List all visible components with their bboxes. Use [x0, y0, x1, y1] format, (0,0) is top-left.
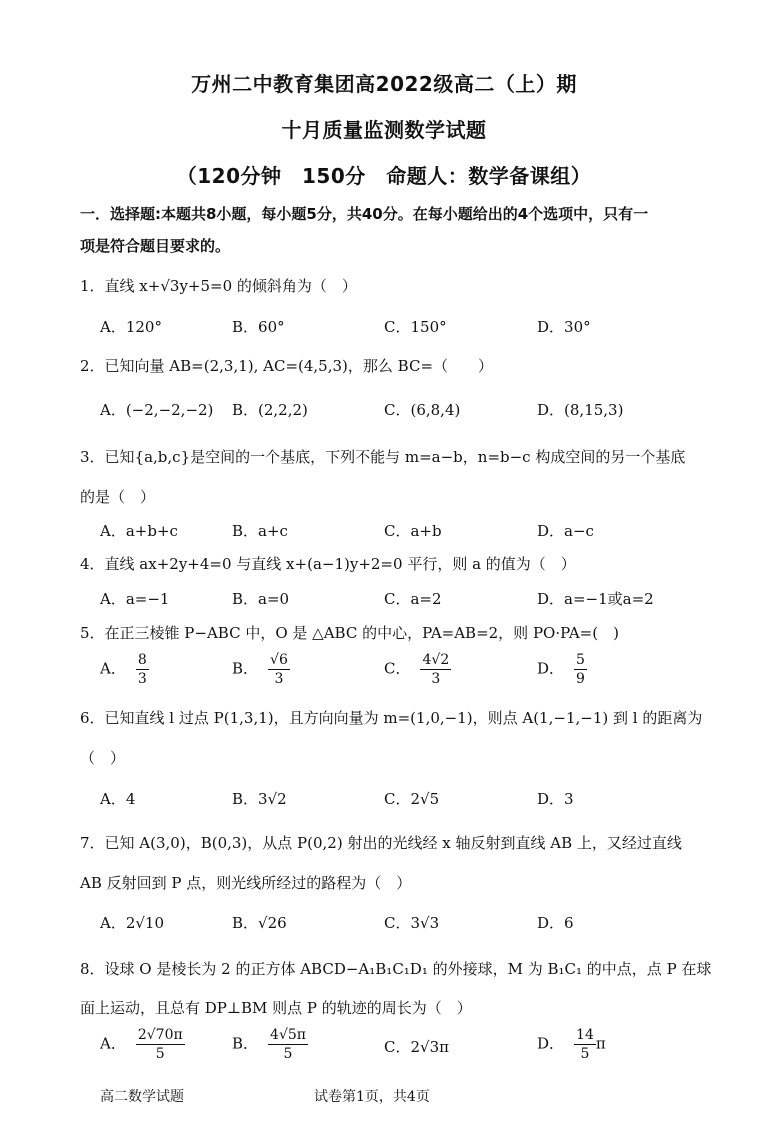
- numerator: √6: [270, 652, 288, 668]
- question-8-options: [100, 1026, 660, 1066]
- option-a: A．a=−1: [100, 590, 170, 608]
- option-c: [384, 651, 451, 688]
- option-d: D．(8,15,3): [537, 401, 624, 419]
- option-c: C．3√3: [384, 914, 440, 932]
- option-c: C．(6,8,4): [384, 401, 461, 419]
- question-3-text-line1: 3．已知{a,b,c}是空间的一个基底，下列不能与 m=a−b，n=b−c 构成空间的另一个基底: [80, 448, 686, 466]
- option-d-fraction: [574, 651, 587, 688]
- option-b: B．3√2: [232, 790, 287, 808]
- option-d-label: D．: [537, 659, 565, 678]
- option-a: A．2√10: [100, 914, 165, 932]
- pi-suffix: π: [595, 1034, 606, 1053]
- exam-title-line3: （120分钟 150分 命题人：数学备课组）: [176, 164, 592, 188]
- denominator: 9: [576, 671, 585, 687]
- option-b: [232, 1026, 308, 1063]
- option-c: C．150°: [384, 318, 447, 336]
- option-c-value: 2√3π: [410, 1038, 449, 1056]
- footer-subject: 高二数学试题: [100, 1089, 184, 1105]
- question-8-text-line2: 面上运动，且总有 DP⊥BM 则点 P 的轨迹的周长为（ ）: [80, 999, 472, 1017]
- question-7-options: [100, 912, 660, 952]
- option-c: C．a=2: [384, 590, 442, 608]
- option-b-label: B．: [232, 1034, 259, 1053]
- numerator: 5: [576, 652, 585, 668]
- option-a-fraction: [136, 651, 149, 688]
- option-b-label: B．: [232, 659, 259, 678]
- option-c-label: C．: [384, 659, 411, 678]
- question-5-options: [100, 651, 660, 691]
- denominator: 5: [283, 1046, 293, 1062]
- option-d-fraction: [574, 1026, 596, 1063]
- exam-title-line2: 十月质量监测数学试题: [281, 118, 487, 142]
- exam-title-line1: 万州二中教育集团高2022级高二（上）期: [191, 72, 577, 96]
- numerator: 14: [576, 1027, 594, 1043]
- question-2-options: [100, 399, 660, 439]
- option-b: [232, 651, 290, 688]
- numerator: 2√70π: [137, 1027, 183, 1043]
- denominator: 5: [580, 1046, 590, 1062]
- numerator: 4√5π: [270, 1027, 306, 1043]
- option-b-fraction: [268, 651, 290, 688]
- question-6-text-line1: 6．已知直线 l 过点 P(1,3,1)，且方向向量为 m=(1,0,−1)，则点 A(1,−1,−1) 到 l 的距离为: [80, 709, 703, 727]
- option-c: [384, 1036, 449, 1057]
- option-a-fraction: [136, 1026, 185, 1063]
- option-a-label: A．: [100, 1034, 126, 1053]
- numerator: 8: [137, 652, 147, 668]
- option-a: [100, 1026, 185, 1063]
- numerator: 4√2: [422, 652, 450, 668]
- question-1-options: [100, 316, 660, 356]
- option-c-label: C．: [384, 1038, 411, 1056]
- question-1-text: 1．直线 x+√3y+5=0 的倾斜角为（ ）: [80, 277, 357, 295]
- option-d: D．a=−1或a=2: [537, 590, 654, 608]
- option-c-fraction: [420, 651, 451, 688]
- denominator: 3: [137, 671, 147, 687]
- option-b: B．a+c: [232, 522, 288, 540]
- question-5-text: 5．在正三棱锥 P−ABC 中，O 是 △ABC 的中心，PA=AB=2，则 PO·PA=( ): [80, 624, 619, 642]
- option-d: D．6: [537, 914, 574, 932]
- question-7-text-line1: 7．已知 A(3,0)，B(0,3)，从点 P(0,2) 射出的光线经 x 轴反射到直线 AB 上，又经过直线: [80, 834, 682, 852]
- section-heading-line1: 一．选择题:本题共8小题，每小题5分，共40分。在每小题给出的4个选项中，只有一: [80, 205, 649, 223]
- option-c: C．2√5: [384, 790, 440, 808]
- option-b: B．a=0: [232, 590, 290, 608]
- option-b: B．60°: [232, 318, 285, 336]
- option-a: A．(−2,−2,−2): [100, 401, 214, 419]
- question-8-text-line1: 8．设球 O 是棱长为 2 的正方体 ABCD−A₁B₁C₁D₁ 的外接球，M 为 B₁C₁ 的中点，点 P 在球: [80, 960, 712, 978]
- denominator: 5: [155, 1046, 165, 1062]
- denominator: 3: [274, 671, 284, 687]
- option-a-label: A．: [100, 659, 126, 678]
- option-d: D．3: [537, 790, 574, 808]
- question-6-options: [100, 788, 660, 828]
- question-6-text-line2: （ ）: [80, 749, 126, 767]
- option-a: A．a+b+c: [100, 522, 178, 540]
- option-a: A．120°: [100, 318, 162, 336]
- option-d: D．30°: [537, 318, 591, 336]
- denominator: 3: [431, 671, 441, 687]
- question-3-text-line2: 的是（ ）: [80, 488, 156, 506]
- option-d: D．a−c: [537, 522, 594, 540]
- option-b-fraction: [268, 1026, 308, 1063]
- option-d: [537, 1026, 606, 1063]
- option-a: A．4: [100, 790, 136, 808]
- section-heading-line2: 项是符合题目要求的。: [80, 237, 231, 255]
- question-4-text: 4．直线 ax+2y+4=0 与直线 x+(a−1)y+2=0 平行，则 a 的值为（ ）: [80, 555, 576, 573]
- option-d: [537, 651, 587, 688]
- option-c: C．a+b: [384, 522, 442, 540]
- option-b: B．√26: [232, 914, 287, 932]
- question-7-text-line2: AB 反射回到 P 点，则光线所经过的路程为（ ）: [80, 874, 412, 892]
- option-b: B．(2,2,2): [232, 401, 308, 419]
- footer-page-number: 试卷第1页，共4页: [314, 1089, 430, 1105]
- question-2-text: 2．已知向量 AB=(2,3,1), AC=(4,5,3)，那么 BC=（ ）: [80, 357, 494, 375]
- option-a: [100, 651, 149, 688]
- option-d-label: D．: [537, 1034, 565, 1053]
